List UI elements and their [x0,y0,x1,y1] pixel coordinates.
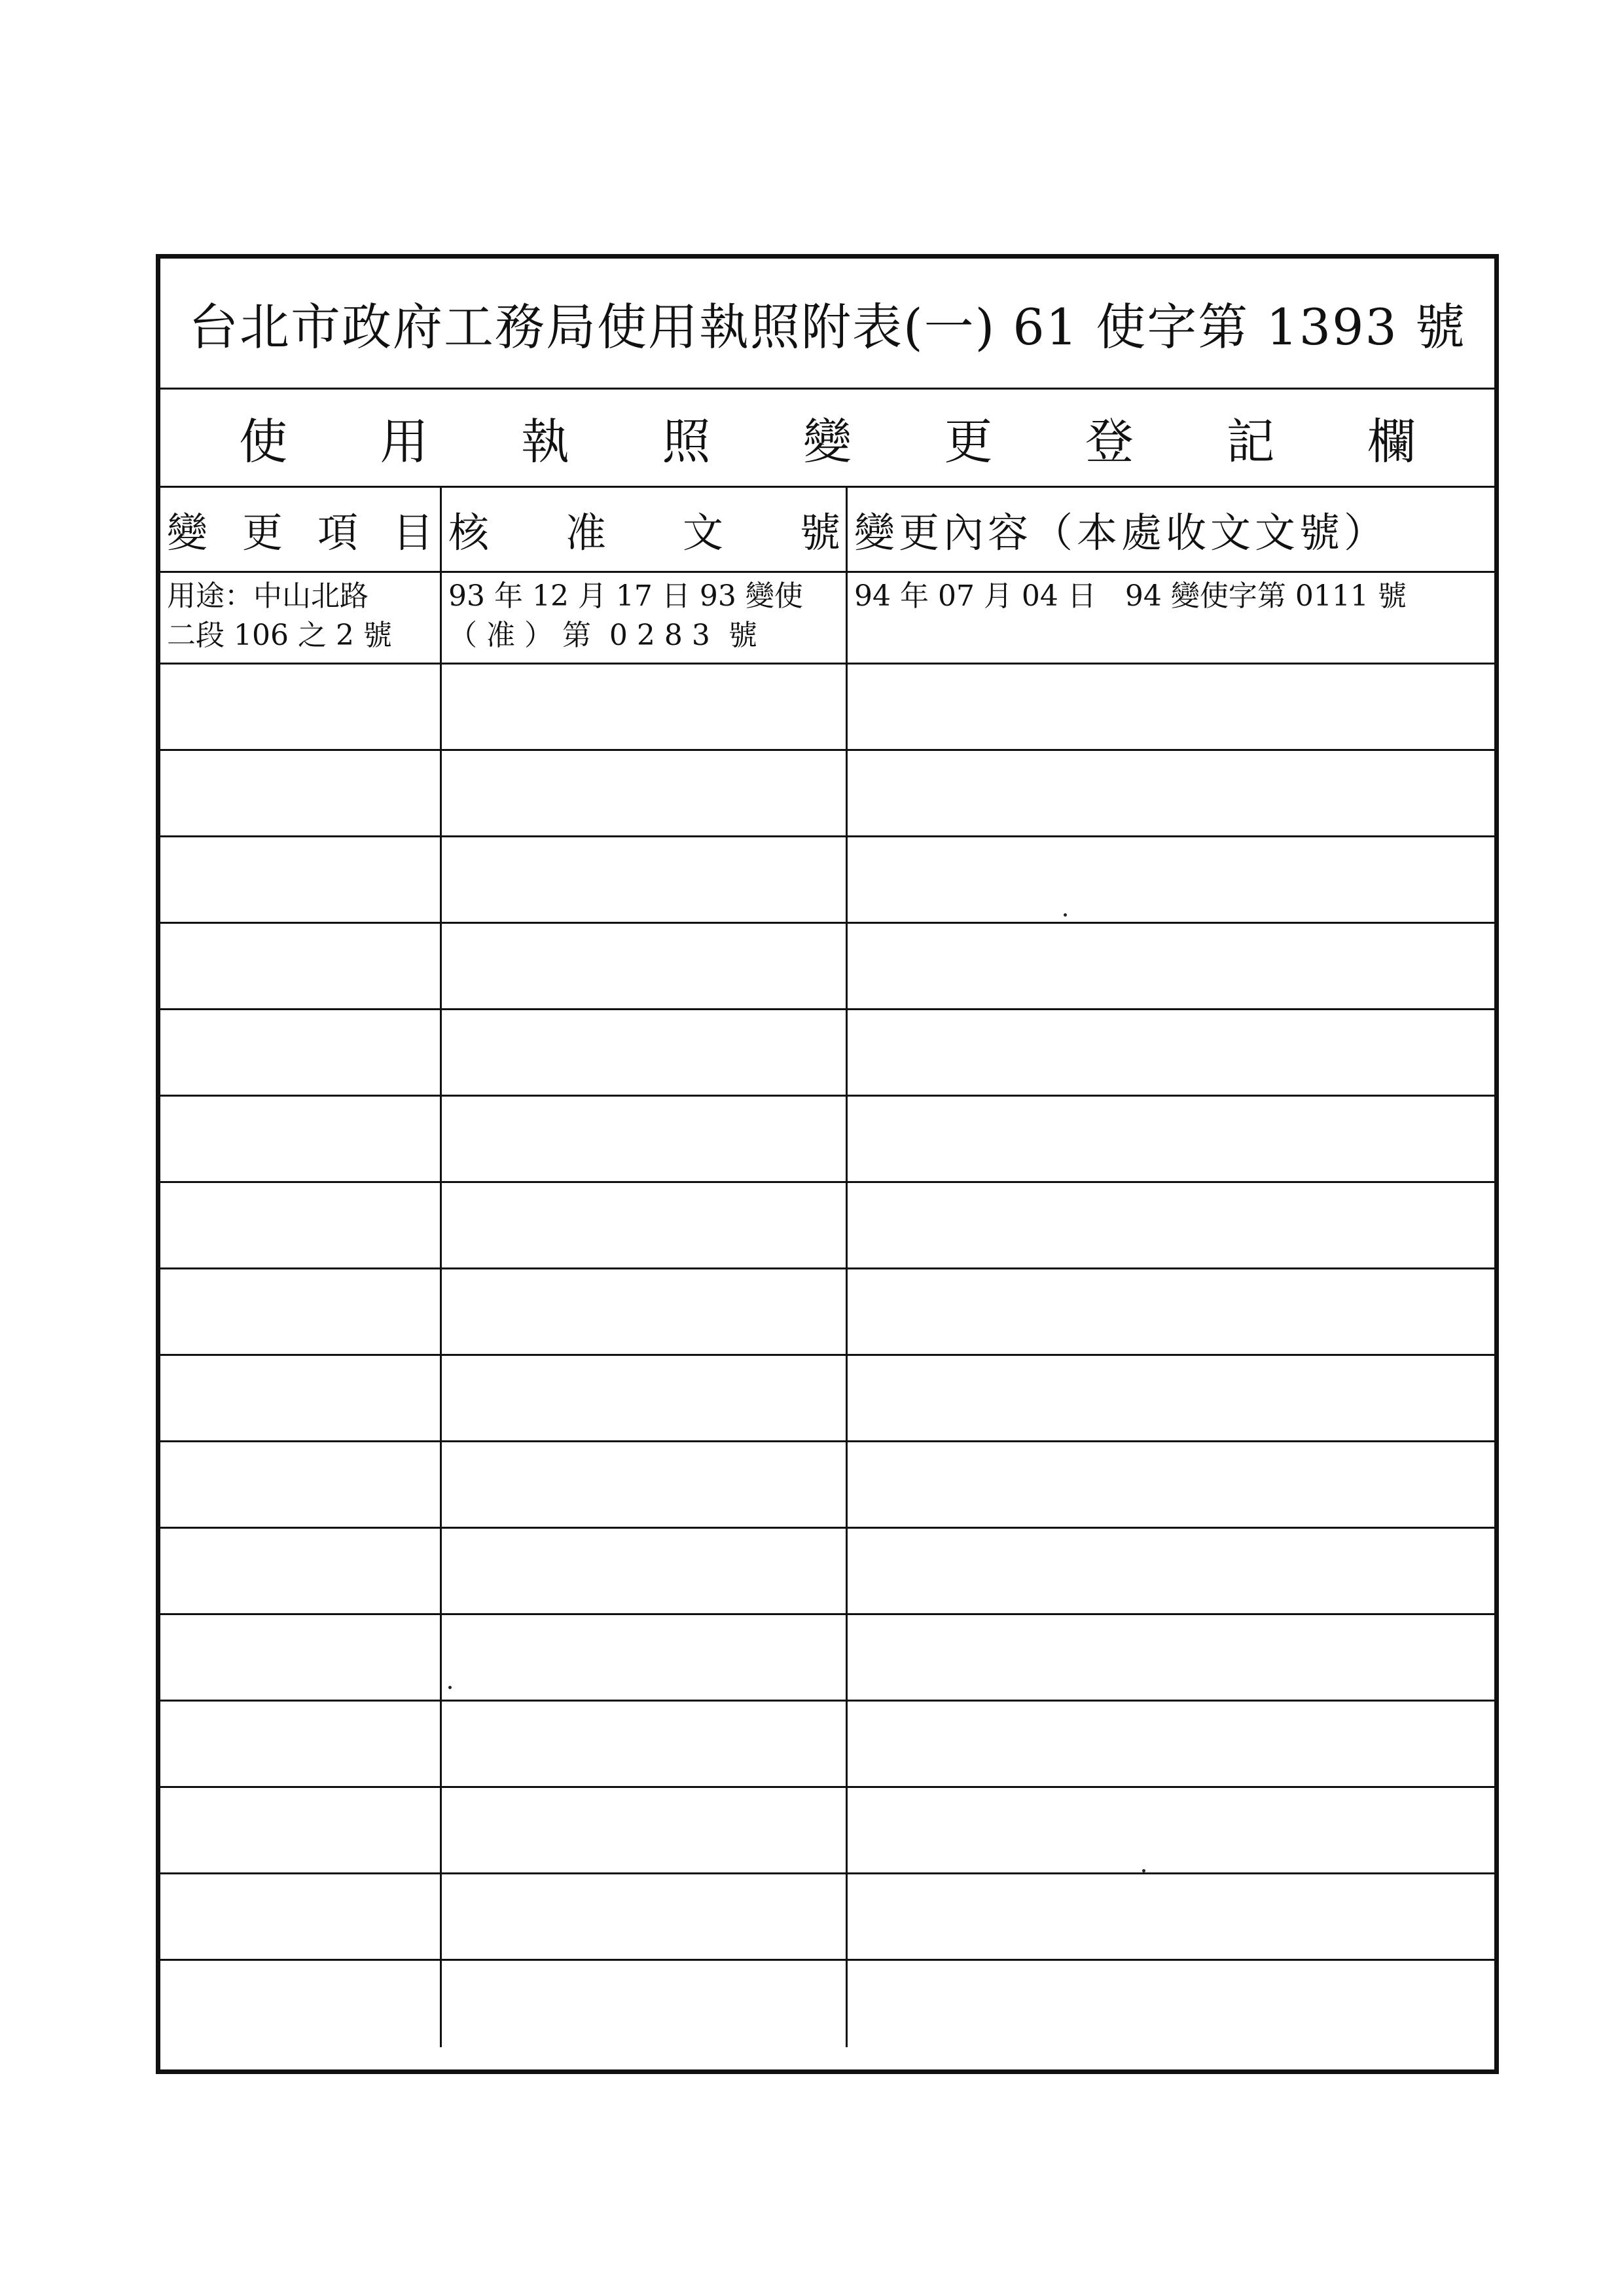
scan-speck [448,1686,452,1689]
section-title [160,390,1494,488]
section-title-char: 欄 [1367,413,1416,470]
section-title-char: 使 [239,413,287,470]
change-content-cell [848,837,1494,922]
approval-line: 93 年 12 月 17 日 93 變使 [448,579,803,613]
change-item-cell [160,751,442,835]
table-row [160,1097,1494,1183]
table-row [160,924,1494,1010]
header-char: 核 [448,509,490,556]
change-content-cell [848,751,1494,835]
table-row [160,837,1494,924]
approval-no-cell [442,1788,848,1872]
header-char: 更 [242,509,283,556]
section-title-char: 用 [380,413,429,470]
change-content-cell [848,1442,1494,1527]
column-header-change-content: 變更內容（本處收文文號） [854,509,1389,556]
change-content-cell [848,1961,1494,2047]
change-item-cell [160,1874,442,1959]
table-row [160,1269,1494,1356]
approval-no-cell [442,1529,848,1613]
change-content-cell [848,1702,1494,1786]
approval-line: （ 准 ） 第 0 2 8 3 號 [448,619,757,652]
change-content-cell [848,924,1494,1008]
header-char: 號 [799,509,840,556]
scan-speck [1142,1869,1145,1872]
change-item-cell [160,1356,442,1440]
section-title-char: 執 [521,413,569,470]
change-content-cell [848,1615,1494,1700]
change-content-cell [848,1183,1494,1267]
table-row [160,751,1494,837]
header-char: 文 [682,509,723,556]
change-item-cell [160,1183,442,1267]
approval-no-cell [442,665,848,749]
change-item-cell [160,1442,442,1527]
table-row [160,573,1494,665]
column-header-approval-no [442,488,848,571]
change-register-table [160,488,1494,2069]
table-row [160,1442,1494,1529]
approval-no-cell [442,1615,848,1700]
approval-no-cell [442,1183,848,1267]
table-row [160,1183,1494,1269]
approval-no-cell [442,1010,848,1095]
approval-no-cell [442,1269,848,1354]
approval-no-cell [442,1702,848,1786]
table-row [160,1356,1494,1442]
approval-no-cell [442,1874,848,1959]
change-item-cell [160,1097,442,1181]
change-item-line: 用途：中山北路 [167,579,369,613]
column-header-change-item [160,488,442,571]
table-row [160,665,1494,751]
change-item-cell [160,1961,442,2047]
change-content-cell [848,1874,1494,1959]
change-item-cell [160,837,442,922]
change-content-cell [848,1529,1494,1613]
change-item-cell [160,1615,442,1700]
table-header-row [160,488,1494,573]
change-content-cell [848,665,1494,749]
approval-no-cell [442,1442,848,1527]
section-title-char: 記 [1226,413,1275,470]
table-row [160,1874,1494,1961]
header-char: 項 [317,509,358,556]
table-row [160,1961,1494,2047]
approval-no-cell [442,1356,848,1440]
change-item-cell [160,1269,442,1354]
form-title: 台北市政府工務局使用執照附表(一) 61 使字第 1393 號 [160,259,1494,390]
change-item-cell [160,1529,442,1613]
change-item-cell [160,573,442,663]
register-form [156,254,1499,2074]
change-item-cell [160,924,442,1008]
table-row [160,1010,1494,1097]
section-title-char: 照 [662,413,711,470]
change-item-line: 二段 106 之 2 號 [167,619,392,652]
scan-speck [1064,913,1067,917]
change-content-cell [848,1097,1494,1181]
section-title-char: 更 [944,413,993,470]
table-row [160,1788,1494,1874]
change-content-cell [848,1356,1494,1440]
table-row [160,1615,1494,1702]
table-row [160,1702,1494,1788]
section-title-char: 登 [1085,413,1134,470]
approval-no-cell [442,1097,848,1181]
change-content-cell: 94 年 07 月 04 日 94 變使字第 0111 號 [854,579,1407,613]
change-item-cell [160,665,442,749]
approval-no-cell [442,924,848,1008]
change-item-cell [160,1702,442,1786]
approval-no-cell [442,751,848,835]
approval-no-cell [442,837,848,922]
change-content-cell [848,1010,1494,1095]
header-char: 變 [167,509,208,556]
approval-no-cell [442,1961,848,2047]
change-content-cell [848,1269,1494,1354]
table-row [160,1529,1494,1615]
header-char: 准 [565,509,606,556]
change-item-cell [160,1010,442,1095]
change-content-cell [848,1788,1494,1872]
section-title-char: 變 [803,413,852,470]
header-char: 目 [392,509,433,556]
approval-no-cell [442,573,848,663]
change-item-cell [160,1788,442,1872]
